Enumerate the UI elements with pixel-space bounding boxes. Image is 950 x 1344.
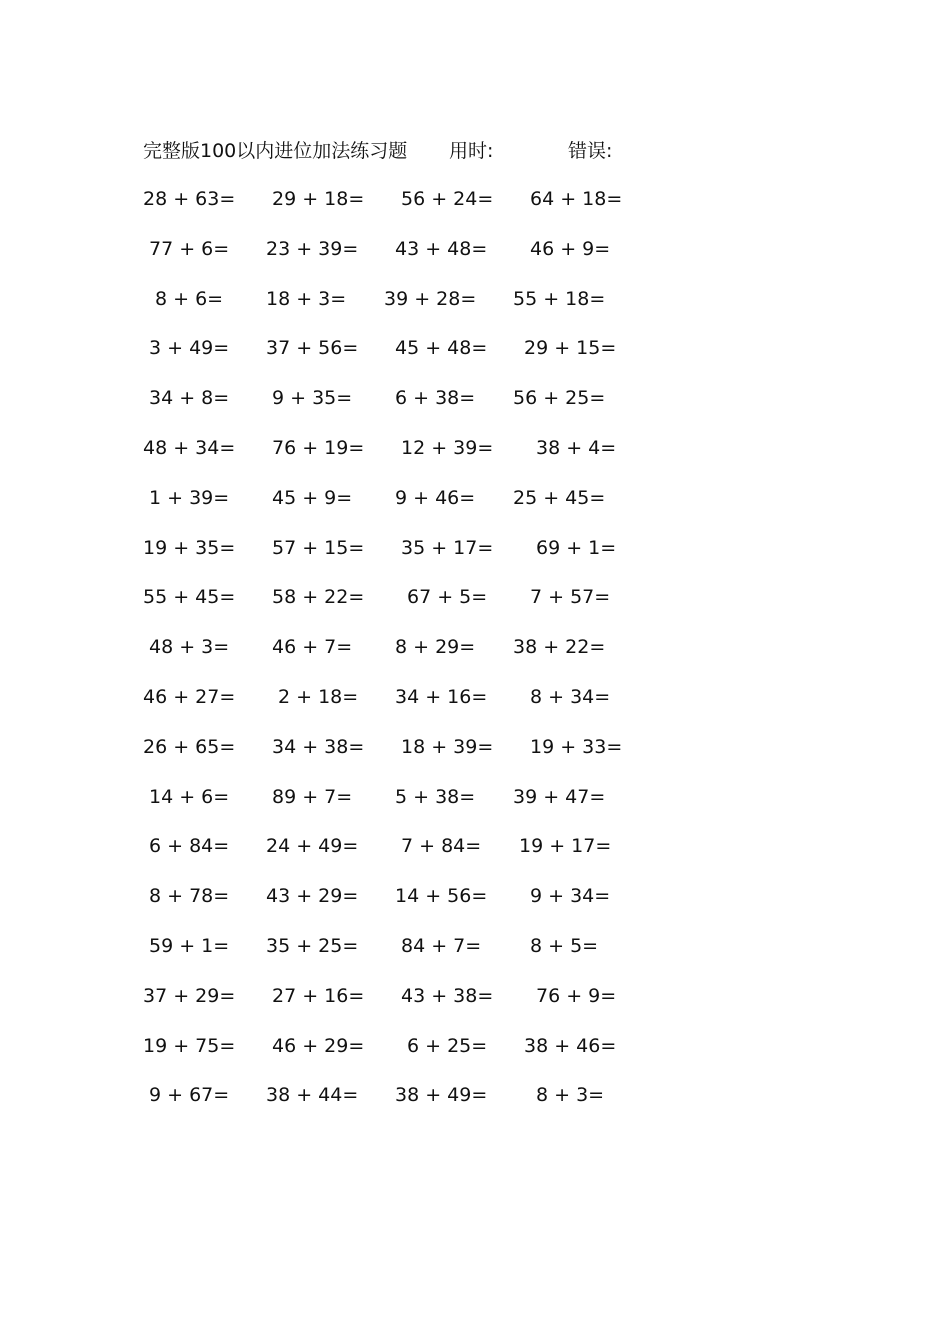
problem-r19-c2: 38 + 44= — [266, 1084, 359, 1106]
problem-r16-c3: 84 + 7= — [401, 935, 482, 957]
problem-r5-c3: 6 + 38= — [395, 387, 476, 409]
problem-r16-c4: 8 + 5= — [530, 935, 599, 957]
problem-r6-c2: 76 + 19= — [272, 437, 365, 459]
problem-r8-c4: 69 + 1= — [536, 537, 617, 559]
problem-r11-c1: 46 + 27= — [143, 686, 236, 708]
problem-r7-c4: 25 + 45= — [513, 487, 606, 509]
problem-r9-c1: 55 + 45= — [143, 586, 236, 608]
problem-r1-c1: 28 + 63= — [143, 188, 236, 210]
problem-r17-c3: 43 + 38= — [401, 985, 494, 1007]
problem-r8-c2: 57 + 15= — [272, 537, 365, 559]
time-label: 用时: — [449, 140, 494, 162]
problem-r2-c3: 43 + 48= — [395, 238, 488, 260]
problem-r11-c2: 2 + 18= — [278, 686, 359, 708]
problem-r10-c4: 38 + 22= — [513, 636, 606, 658]
problem-r1-c4: 64 + 18= — [530, 188, 623, 210]
problem-r8-c1: 19 + 35= — [143, 537, 236, 559]
problem-r10-c2: 46 + 7= — [272, 636, 353, 658]
problem-r11-c4: 8 + 34= — [530, 686, 611, 708]
problem-r16-c1: 59 + 1= — [149, 935, 230, 957]
problem-r7-c1: 1 + 39= — [149, 487, 230, 509]
problem-r4-c2: 37 + 56= — [266, 337, 359, 359]
problem-r8-c3: 35 + 17= — [401, 537, 494, 559]
problem-r18-c3: 6 + 25= — [407, 1035, 488, 1057]
problem-r14-c4: 19 + 17= — [519, 835, 612, 857]
problem-r6-c4: 38 + 4= — [536, 437, 617, 459]
problem-r10-c3: 8 + 29= — [395, 636, 476, 658]
problem-r4-c3: 45 + 48= — [395, 337, 488, 359]
problem-r17-c1: 37 + 29= — [143, 985, 236, 1007]
problem-r13-c3: 5 + 38= — [395, 786, 476, 808]
problem-r19-c3: 38 + 49= — [395, 1084, 488, 1106]
problem-r14-c3: 7 + 84= — [401, 835, 482, 857]
problem-r13-c1: 14 + 6= — [149, 786, 230, 808]
problem-r6-c1: 48 + 34= — [143, 437, 236, 459]
problem-r15-c2: 43 + 29= — [266, 885, 359, 907]
problem-r3-c2: 18 + 3= — [266, 288, 347, 310]
problem-r3-c3: 39 + 28= — [384, 288, 477, 310]
worksheet-header — [0, 137, 950, 165]
problem-r14-c2: 24 + 49= — [266, 835, 359, 857]
problem-r7-c2: 45 + 9= — [272, 487, 353, 509]
problem-r15-c4: 9 + 34= — [530, 885, 611, 907]
problem-r9-c2: 58 + 22= — [272, 586, 365, 608]
problem-r12-c3: 18 + 39= — [401, 736, 494, 758]
problem-r7-c3: 9 + 46= — [395, 487, 476, 509]
problem-r18-c4: 38 + 46= — [524, 1035, 617, 1057]
problem-r1-c2: 29 + 18= — [272, 188, 365, 210]
problem-r4-c4: 29 + 15= — [524, 337, 617, 359]
problem-r9-c3: 67 + 5= — [407, 586, 488, 608]
problem-r15-c1: 8 + 78= — [149, 885, 230, 907]
problem-r10-c1: 48 + 3= — [149, 636, 230, 658]
problem-r13-c2: 89 + 7= — [272, 786, 353, 808]
problem-r2-c2: 23 + 39= — [266, 238, 359, 260]
problem-r3-c1: 8 + 6= — [155, 288, 224, 310]
problem-r5-c1: 34 + 8= — [149, 387, 230, 409]
problem-r17-c2: 27 + 16= — [272, 985, 365, 1007]
problem-r13-c4: 39 + 47= — [513, 786, 606, 808]
problem-r2-c1: 77 + 6= — [149, 238, 230, 260]
problem-r18-c1: 19 + 75= — [143, 1035, 236, 1057]
problem-r9-c4: 7 + 57= — [530, 586, 611, 608]
problem-r17-c4: 76 + 9= — [536, 985, 617, 1007]
problem-r19-c4: 8 + 3= — [536, 1084, 605, 1106]
problem-r15-c3: 14 + 56= — [395, 885, 488, 907]
worksheet-title: 完整版100以内进位加法练习题 — [143, 140, 408, 162]
problem-r4-c1: 3 + 49= — [149, 337, 230, 359]
problem-r14-c1: 6 + 84= — [149, 835, 230, 857]
problem-r18-c2: 46 + 29= — [272, 1035, 365, 1057]
problem-r11-c3: 34 + 16= — [395, 686, 488, 708]
problem-r6-c3: 12 + 39= — [401, 437, 494, 459]
problem-r19-c1: 9 + 67= — [149, 1084, 230, 1106]
problem-r12-c2: 34 + 38= — [272, 736, 365, 758]
problem-r5-c2: 9 + 35= — [272, 387, 353, 409]
problem-r5-c4: 56 + 25= — [513, 387, 606, 409]
problem-r12-c1: 26 + 65= — [143, 736, 236, 758]
problem-r3-c4: 55 + 18= — [513, 288, 606, 310]
errors-label: 错误: — [568, 140, 613, 162]
problem-r2-c4: 46 + 9= — [530, 238, 611, 260]
problem-r16-c2: 35 + 25= — [266, 935, 359, 957]
problem-r1-c3: 56 + 24= — [401, 188, 494, 210]
problem-r12-c4: 19 + 33= — [530, 736, 623, 758]
